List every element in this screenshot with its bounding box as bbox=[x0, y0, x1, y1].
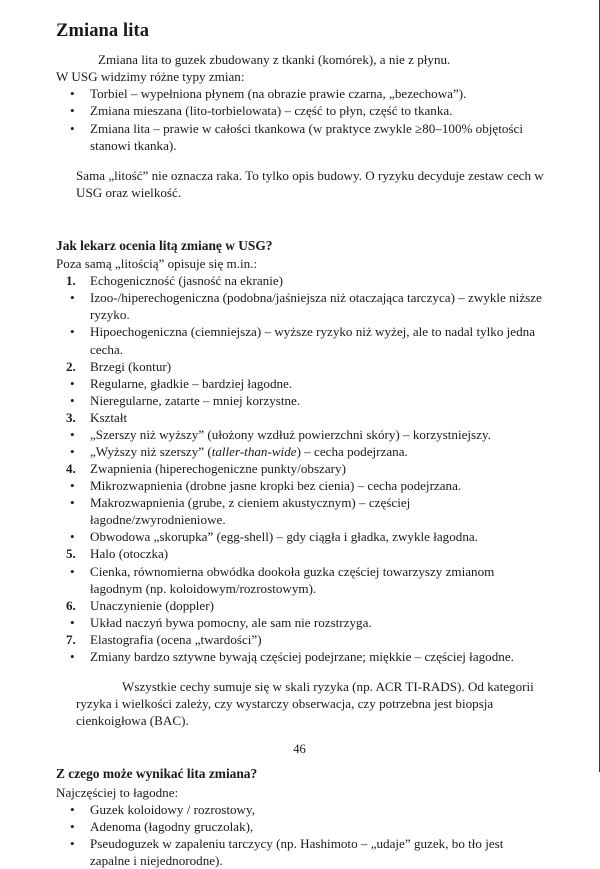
list-item bbox=[56, 85, 544, 102]
list-item-label: Izoo-/hiperechogeniczna (podobna/jaśniejsza niż otaczająca tarczyca) – zwykle niższe ryzyko. bbox=[90, 290, 542, 323]
list-item-label: Układ naczyń bywa pomocny, ale sam nie rozstrzyga. bbox=[90, 614, 372, 630]
assessment-subintro: Poza samą „litością” opisuje się m.in.: bbox=[56, 256, 258, 272]
list-item-label: Makrozwapnienia (grube, z cieniem akustycznym) – częściej łagodne/zwyrodnieniowe. bbox=[90, 495, 411, 528]
list-item bbox=[56, 426, 544, 443]
section-heading-causes: Z czego może wynikać lita zmiana? bbox=[56, 766, 258, 782]
page-title: Zmiana lita bbox=[56, 21, 150, 41]
list-item-label: Torbiel – wypełniona płynem (na obrazie prawie czarna, „bezechowa”). bbox=[90, 86, 467, 102]
list-item bbox=[56, 392, 544, 409]
list-item bbox=[56, 801, 544, 818]
list-item bbox=[56, 477, 544, 494]
list-item bbox=[56, 102, 544, 119]
list-item-label: Unaczynienie (doppler) bbox=[90, 597, 214, 613]
list-item-label: Kształt bbox=[90, 409, 128, 425]
list-item-label: Obwodowa „skorupka” (egg-shell) – gdy ciągła i gładka, zwykle łagodna. bbox=[90, 529, 478, 545]
list-item-label: Zmiana mieszana (lito-torbielowata) – część to płyn, część to tkanka. bbox=[90, 103, 453, 119]
list-item bbox=[56, 443, 544, 460]
bullet-icon: • bbox=[70, 86, 75, 102]
bullet-icon: • bbox=[70, 426, 75, 442]
shape-text-before: „Wyższy niż szerszy” ( bbox=[90, 444, 212, 460]
list-item-label: Echogeniczność (jasność na ekranie) bbox=[90, 273, 284, 289]
list-item bbox=[56, 545, 544, 562]
intro-lead-paragraph: Zmiana lita to guzek zbudowany z tkanki (komórek), a nie z płynu. bbox=[98, 52, 451, 68]
list-item bbox=[56, 358, 544, 375]
list-item-label: Hipoechogeniczna (ciemniejsza) – wyższe ryzyko niż wyżej, ale to nadal tylko jedna cecha. bbox=[90, 324, 536, 357]
causes-subintro: Najczęściej to łagodne: bbox=[56, 784, 179, 800]
intro-bullet-list bbox=[56, 85, 544, 153]
bullet-icon: • bbox=[70, 324, 75, 340]
bullet-icon: • bbox=[70, 648, 75, 664]
shape-text-italic: taller-than-wide bbox=[211, 444, 297, 460]
bullet-icon: • bbox=[70, 835, 75, 851]
list-item-label: Zmiana lita – prawie w całości tkankowa (w praktyce zwykle ≥80–100% objętości stanowi tkanka). bbox=[90, 120, 523, 153]
bullet-icon: • bbox=[70, 120, 75, 136]
list-item-label: Elastografia (ocena „twardości”) bbox=[90, 631, 262, 647]
intro-subintro: W USG widzimy różne typy zmian: bbox=[56, 69, 245, 85]
list-item bbox=[56, 323, 544, 357]
list-item bbox=[56, 460, 544, 477]
shape-text-after: ) – cecha podejrzana. bbox=[296, 444, 408, 460]
list-item-label: Zwapnienia (hiperechogeniczne punkty/obszary) bbox=[90, 461, 346, 477]
list-item bbox=[56, 528, 544, 545]
page-number: 46 bbox=[293, 742, 306, 756]
list-item bbox=[56, 494, 544, 528]
assessment-closing-note: Wszystkie cechy sumuje się w skali ryzyka (np. ACR TI-RADS). Od kategorii ryzyka i wielkości zależy, czy wystarczy obserwacja, czy potrzebna jest biopsja cienkoigłowa (BAC). bbox=[76, 679, 534, 729]
list-item bbox=[56, 375, 544, 392]
list-item bbox=[56, 289, 544, 323]
list-item bbox=[56, 835, 544, 869]
list-item-label bbox=[90, 444, 408, 459]
list-item-label: Pseudoguzek w zapaleniu tarczycy (np. Hashimoto – „udaje” guzek, bo tło jest zapalne i niejednorodne). bbox=[90, 835, 504, 868]
bullet-icon: • bbox=[70, 495, 75, 511]
list-item-label: Zmiany bardzo sztywne bywają częściej podejrzane; miękkie – częściej łagodne. bbox=[90, 648, 514, 664]
bullet-icon: • bbox=[70, 290, 75, 306]
list-number: 5. bbox=[66, 546, 76, 562]
bullet-icon: • bbox=[70, 529, 75, 545]
list-item bbox=[56, 648, 544, 665]
section-heading-assessment: Jak lekarz ocenia litą zmianę w USG? bbox=[56, 238, 273, 253]
list-item bbox=[56, 563, 544, 597]
list-item bbox=[56, 614, 544, 631]
list-number: 2. bbox=[66, 358, 76, 374]
list-number: 3. bbox=[66, 409, 76, 425]
bullet-icon: • bbox=[70, 444, 75, 460]
list-item-label: Regularne, gładkie – bardziej łagodne. bbox=[90, 375, 293, 391]
list-item-label: Nieregularne, zatarte – mniej korzystne. bbox=[90, 392, 301, 408]
list-item-label: Cienka, równomierna obwódka dookoła guzka częściej towarzyszy zmianom łagodnym (np. koloidowym/rozrostowym). bbox=[90, 563, 495, 596]
bullet-icon: • bbox=[70, 103, 75, 119]
list-number: 1. bbox=[66, 273, 76, 289]
bullet-icon: • bbox=[70, 478, 75, 494]
bullet-icon: • bbox=[70, 375, 75, 391]
list-item-label: Guzek koloidowy / rozrostowy, bbox=[90, 801, 255, 817]
bullet-icon: • bbox=[70, 392, 75, 408]
list-item bbox=[56, 631, 544, 648]
list-item-label: „Szerszy niż wyższy” (ułożony wzdłuż powierzchni skóry) – korzystniejszy. bbox=[90, 426, 491, 442]
bullet-icon: • bbox=[70, 614, 75, 630]
list-item-label: Mikrozwapnienia (drobne jasne kropki bez cienia) – cecha podejrzana. bbox=[90, 478, 462, 494]
section-spacer bbox=[56, 214, 544, 237]
list-number: 7. bbox=[66, 631, 76, 647]
list-number: 6. bbox=[66, 597, 76, 613]
list-item-label: Adenoma (łagodny gruczolak), bbox=[90, 818, 254, 834]
list-item bbox=[56, 597, 544, 614]
bullet-icon: • bbox=[70, 801, 75, 817]
list-item bbox=[56, 272, 544, 289]
intro-note: Sama „litość” nie oznacza raka. To tylko opis budowy. O ryzyku decyduje zestaw cech w USG oraz wielkość. bbox=[76, 167, 544, 200]
assessment-list bbox=[56, 272, 544, 665]
bullet-icon: • bbox=[70, 563, 75, 579]
list-item bbox=[56, 120, 544, 154]
list-item bbox=[56, 409, 544, 426]
list-item-label: Halo (otoczka) bbox=[90, 546, 169, 562]
causes-bullet-list bbox=[56, 801, 544, 869]
bullet-icon: • bbox=[70, 818, 75, 834]
list-item-label: Brzegi (kontur) bbox=[90, 358, 172, 374]
list-item bbox=[56, 818, 544, 835]
list-number: 4. bbox=[66, 461, 76, 477]
